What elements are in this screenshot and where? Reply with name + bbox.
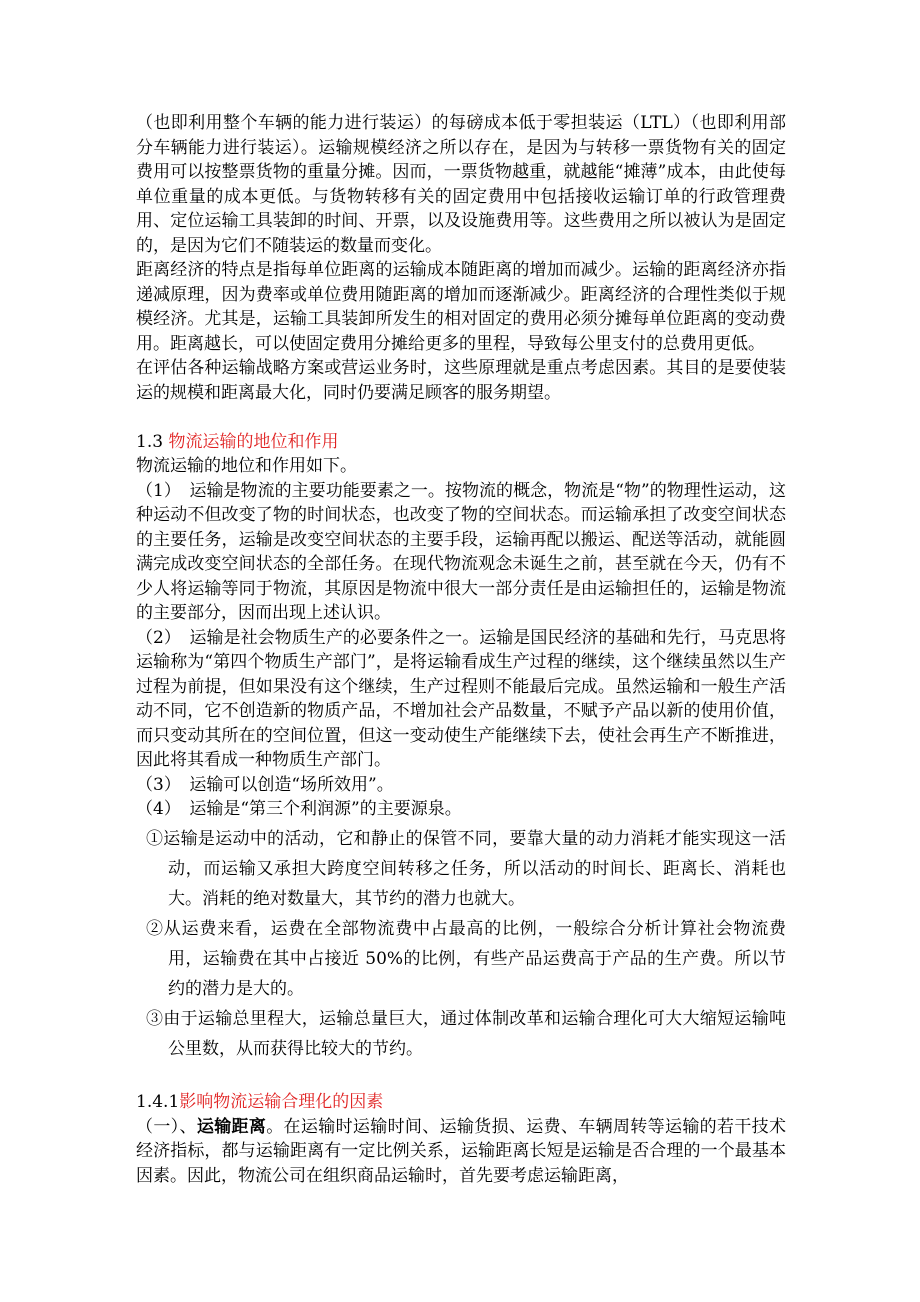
paragraph-text: 。在运输时运输时间、运输货损、运费、车辆周转等运输的若干技术经济指标，都与运输距离有一定比例关系，运输距离长短是运输是否合理的一个最基本因素。因此，物流公司在组织商品运输时，首先要考虑运输距离， <box>136 1116 787 1186</box>
section-heading-1-3 <box>136 430 786 455</box>
circled-item-3: ③由于运输总里程大，运输总量巨大，通过体制改革和运输合理化可大大缩短运输吨公里数，从而获得比较大的节约。 <box>146 1008 786 1059</box>
document-body <box>136 111 786 1188</box>
circled-item-2: ②从运费来看，运费在全部物流费中占最高的比例，一般综合分析计算社会物流费用，运输费在其中占接近 50%的比例，有些产品运费高于产品的生产费。所以节约的潜力是大的。 <box>146 918 786 999</box>
section-heading-1-4-1 <box>136 1090 786 1115</box>
list-item-3: （3） 运输可以创造“场所效用”。 <box>136 774 394 795</box>
heading-number: 1.3 <box>136 431 169 452</box>
circled-item-1: ①运输是运动中的活动，它和静止的保管不同，要靠大量的动力消耗才能实现这一活动，而运输又承担大跨度空间转移之任务，所以活动的时间长、距离长、消耗也大。消耗的绝对数量大，其节约的潜力也就大。 <box>146 828 786 909</box>
heading-title: 影响物流运输合理化的因素 <box>179 1092 384 1112</box>
blank-line <box>136 405 786 430</box>
section-intro: 物流运输的地位和作用如下。 <box>136 456 357 476</box>
paragraph-scale-economy: （也即利用整个车辆的能力进行装运）的每磅成本低于零担装运（LTL）（也即利用部分车辆能力进行装运）。运输规模经济之所以存在，是因为与转移一票货物有关的固定费用可以按整票货物的重量分摊。因而，一票货物越重，就越能“摊薄”成本，由此使每单位重量的成本更低。与货物转移有关的固定费用中包括接收运输订单的行政管理费用、定位运输工具装卸的时间、开票，以及设施费用等。这些费用之所以被认为是固定的，是因为它们不随装运的数量而变化。 <box>136 113 786 256</box>
paragraph-distance-economy: 距离经济的特点是指每单位距离的运输成本随距离的增加而减少。运输的距离经济亦指递减原理，因为费率或单位费用随距离的增加而逐渐减少。距离经济的合理性类似于规模经济。尤其是，运输工具装卸所发生的相对固定的费用必须分摊每单位距离的变动费用。距离越长，可以使固定费用分摊给更多的里程，导致每公里支付的总费用更低。 <box>136 260 786 354</box>
heading-number: 1.4.1 <box>136 1092 180 1112</box>
paragraph-transport-distance <box>136 1115 786 1189</box>
item-prefix: （一）、 <box>136 1116 197 1137</box>
list-item-1: （1） 运输是物流的主要功能要素之一。按物流的概念，物流是“物”的物理性运动，这种运动不但改变了物的时间状态，也改变了物的空间状态。而运输承担了改变空间状态的主要任务，运输是改变空间状态的主要手段，运输再配以搬运、配送等活动，就能圆满完成改变空间状态的全部任务。在现代物流观念未诞生之前，甚至就在今天，仍有不少人将运输等同于物流，其原因是物流中很大一部分责任是由运输担任的，运输是物流的主要部分，因而出现上述认识。 <box>136 480 786 623</box>
list-item-2: （2） 运输是社会物质生产的必要条件之一。运输是国民经济的基础和先行，马克思将运输称为“第四个物质生产部门”，是将运输看成生产过程的继续，这个继续虽然以生产过程为前提，但如果没有这个继续，生产过程则不能最后完成。虽然运输和一般生产活动不同，它不创造新的物质产品，不增加社会产品数量，不赋予产品以新的使用价值，而只变动其所在的空间位置，但这一变动使生产能继续下去，使社会再生产不断推进，因此将其看成一种物质生产部门。 <box>136 627 786 770</box>
circled-list <box>136 824 786 1064</box>
list-item-4: （4） 运输是“第三个利润源”的主要源泉。 <box>136 799 462 819</box>
heading-title: 物流运输的地位和作用 <box>168 431 339 452</box>
blank-line <box>136 1066 786 1091</box>
bold-term: 运输距离 <box>196 1116 267 1137</box>
paragraph-evaluation: 在评估各种运输战略方案或营运业务时，这些原理就是重点考虑因素。其目的是要使装运的规模和距离最大化，同时仍要满足顾客的服务期望。 <box>136 358 786 403</box>
